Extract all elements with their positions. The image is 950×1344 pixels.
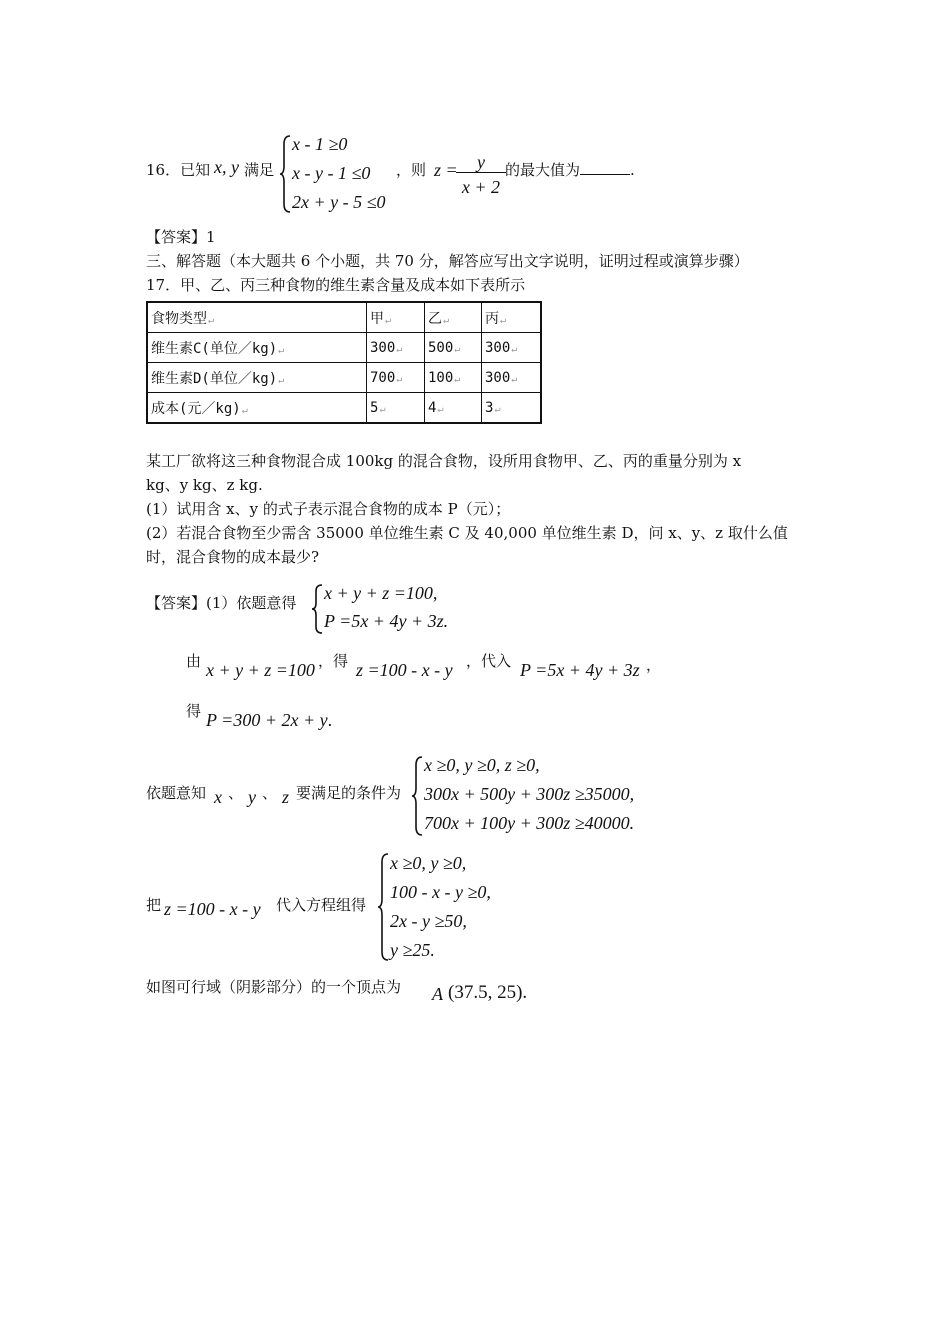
ans17-sys2-line-1: x ≥0, y ≥0, z ≥0, [424,755,540,775]
q17-part1: (1）试用含 x、y 的式子表示混合食物的成本 P（元）； [146,500,511,518]
q16-then: ，则 [396,161,427,179]
table-cell: 5↵ [367,393,425,424]
ans17-label: 【答案】(1）依题意得 [146,594,297,612]
q17-intro: 17．甲、乙、丙三种食物的维生素含量及成本如下表所示 [146,276,526,294]
ans17-cond-y: y [248,787,256,807]
table-header-cell: 乙↵ [425,302,482,333]
table-header-cell: 甲↵ [367,302,425,333]
ans17-eq-a: x + y + z =100 [206,660,315,680]
ans17-sys3-brace [378,852,390,962]
q16-prefix: 16．已知 [146,161,211,179]
table-header-row [147,302,541,333]
table-cell: 维生素D(单位／kg)↵ [147,363,367,393]
ans17-cond-z: z [282,787,290,807]
table-row [147,363,541,393]
table-cell: 4↵ [425,393,482,424]
ans17-sys2-line-2: 300x + 500y + 300z ≥35000, [424,784,635,804]
ans17-ba: 把 [146,896,162,914]
table-cell: 700↵ [367,363,425,393]
q17-para1-line1: 某工厂欲将这三种食物混合成 100kg 的混合食物，设所用食物甲、乙、丙的重量分别为 x [146,452,742,470]
food-vitamin-table [146,301,542,424]
table-cell: 100↵ [425,363,482,393]
ans17-cond-x: x [214,787,222,807]
ans17-sys3-line-3: 2x - y ≥50, [390,911,467,931]
ans17-cond-suffix: 要满足的条件为 [296,784,402,802]
ans17-sys2-line-3: 700x + 100y + 300z ≥40000. [424,813,635,833]
ans17-sys2-brace [412,755,424,837]
q16-sys-line-1: x - 1 ≥0 [292,134,348,154]
section-3-heading: 三、解答题（本大题共 6 个小题，共 70 分，解答应写出文字说明，证明过程或演算步骤） [146,252,749,270]
table-cell: 300↵ [367,333,425,363]
table-cell: 3↵ [482,393,542,424]
q16-answer-blank [580,160,630,175]
table-cell: 成本(元／kg)↵ [147,393,367,424]
ans17-vertex-text: 如图可行域（阴影部分）的一个顶点为 [146,978,402,996]
ans17-vertex-A: A [432,984,443,1004]
table-cell: 300↵ [482,363,542,393]
ans17-eq-e: z =100 - x - y [164,899,261,919]
ans17-dairu: ，代入 [466,652,512,670]
q16-sys-line-2: x - y - 1 ≤0 [292,163,371,183]
ans17-de: ，得 [318,652,349,670]
table-header-cell: 食物类型↵ [147,302,367,333]
table-row [147,333,541,363]
table-header-cell: 丙↵ [482,302,542,333]
q17-part2-line2: 时，混合食物的成本最少? [146,548,320,566]
ans17-de2: 得 [186,702,202,720]
q16-suffix [505,159,635,181]
ans17-sep-1: 、 [228,784,244,802]
q16-suffix-text: 的最大值为 [505,161,581,179]
ans17-eq-c: P =5x + 4y + 3z [520,660,640,680]
ans17-you: 由 [186,652,202,670]
answer-16: 【答案】1 [146,228,216,246]
ans17-vertex-coord: (37.5, 25). [448,982,528,1003]
q16-fraction-denominator: x + 2 [461,177,501,197]
q16-fraction-numerator: y [456,152,506,173]
table-cell: 维生素C(单位／kg)↵ [147,333,367,363]
table-cell: 300↵ [482,333,542,363]
q16-system-brace [280,134,292,214]
ans17-eq-b: z =100 - x - y [356,660,453,680]
ans17-sys1-line-1: x + y + z =100, [324,583,438,603]
ans17-comma: ， [646,656,662,674]
table-cell: 500↵ [425,333,482,363]
q17-para1-line2: kg、y kg、z kg. [146,476,263,494]
q16-cond: 满足 [244,161,275,179]
ans17-sys1-brace [312,583,324,635]
q16-vars: x, y [214,157,239,177]
ans17-sys3-line-1: x ≥0, y ≥0, [390,853,467,873]
table-row [147,393,541,424]
ans17-sys3-line-2: 100 - x - y ≥0, [390,882,491,902]
q16-z-eq: z = [434,160,458,180]
q16-sys-line-3: 2x + y - 5 ≤0 [292,192,386,212]
ans17-sys3-line-4: y ≥25. [390,940,435,960]
q16-end: . [630,161,635,179]
ans17-sys1-line-2: P =5x + 4y + 3z. [324,611,449,631]
ans17-dairu2: 代入方程组得 [276,896,367,914]
ans17-sep-2: 、 [262,784,278,802]
ans17-eq-d: P =300 + 2x + y. [206,710,333,730]
q17-part2-line1: (2）若混合食物至少需含 35000 单位维生素 C 及 40,000 单位维生素 D，问 x、y、z 取什么值 [146,524,788,542]
ans17-cond-prefix: 依题意知 [146,784,207,802]
